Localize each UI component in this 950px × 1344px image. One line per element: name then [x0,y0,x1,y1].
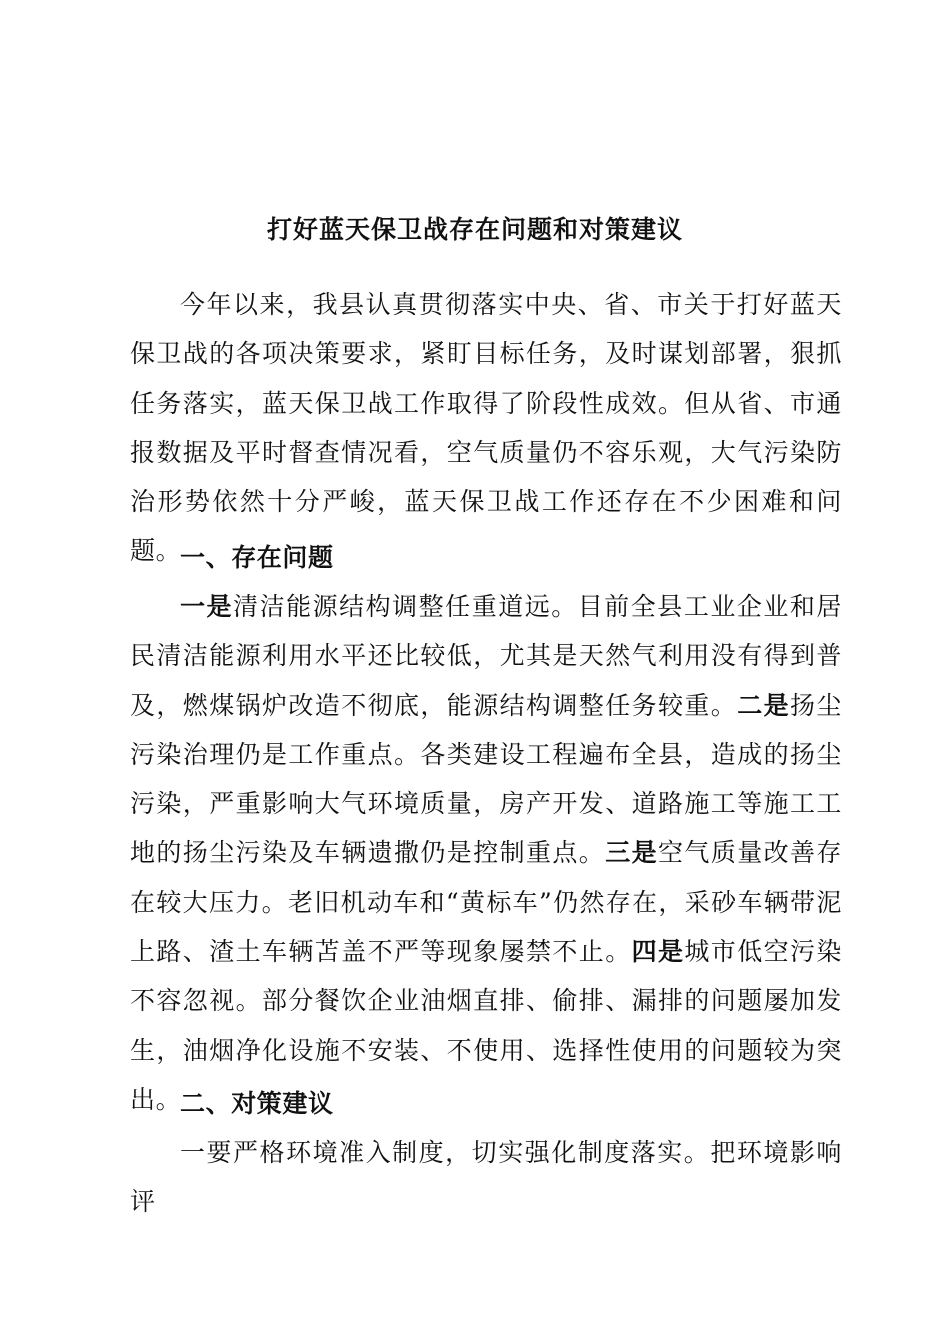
item-text-3: 空气质量改善存在较大压力。老旧机动车和“黄标车”仍然存在，采砂车辆带泥上路、渣土车辆苫盖不严等现象屡禁不止。 [130,838,843,967]
section-heading-suggestions: 二、对策建议 [180,1089,334,1118]
item-lead-1: 一是 [180,592,234,621]
problems-paragraph [130,582,842,1124]
section-heading-problems: 一、存在问题 [180,543,334,572]
item-text-2: 扬尘污染治理仍是工作重点。各类建设工程遍布全县，造成的扬尘污染，严重影响大气环境质量，房产开发、道路施工等施工工地的扬尘污染及车辆遗撒仍是控制重点。 [130,690,842,868]
item-text-1: 清洁能源结构调整任重道远。目前全县工业企业和居民清洁能源利用水平还比较低，尤其是天然气利用没有得到普及，燃煤锅炉改造不彻底，能源结构调整任务较重。 [130,592,843,720]
document-title: 打好蓝天保卫战存在问题和对策建议 [266,215,683,244]
item-text-4: 城市低空污染不容忽视。部分餐饮企业油烟直排、偷排、漏排的问题屡加发生，油烟净化设施不安装、不使用、选择性使用的问题较为突出。 [130,937,843,1114]
suggestion-paragraph-1: 一要严格环境准入制度，切实强化制度落实。把环境影响评 [130,1138,842,1217]
item-lead-2: 二是 [737,690,790,720]
intro-paragraph: 今年以来，我县认真贯彻落实中央、省、市关于打好蓝天保卫战的各项决策要求，紧盯目标任务，及时谋划部署，狠抓任务落实，蓝天保卫战工作取得了阶段性成效。但从省、市通报数据及平时督查情况看，空气质量仍不容乐观，大气污染防治形势依然十分严峻，蓝天保卫战工作还存在不少困难和问题。 [130,290,842,566]
item-lead-3: 三是 [605,838,659,868]
item-lead-4: 四是 [631,937,685,967]
